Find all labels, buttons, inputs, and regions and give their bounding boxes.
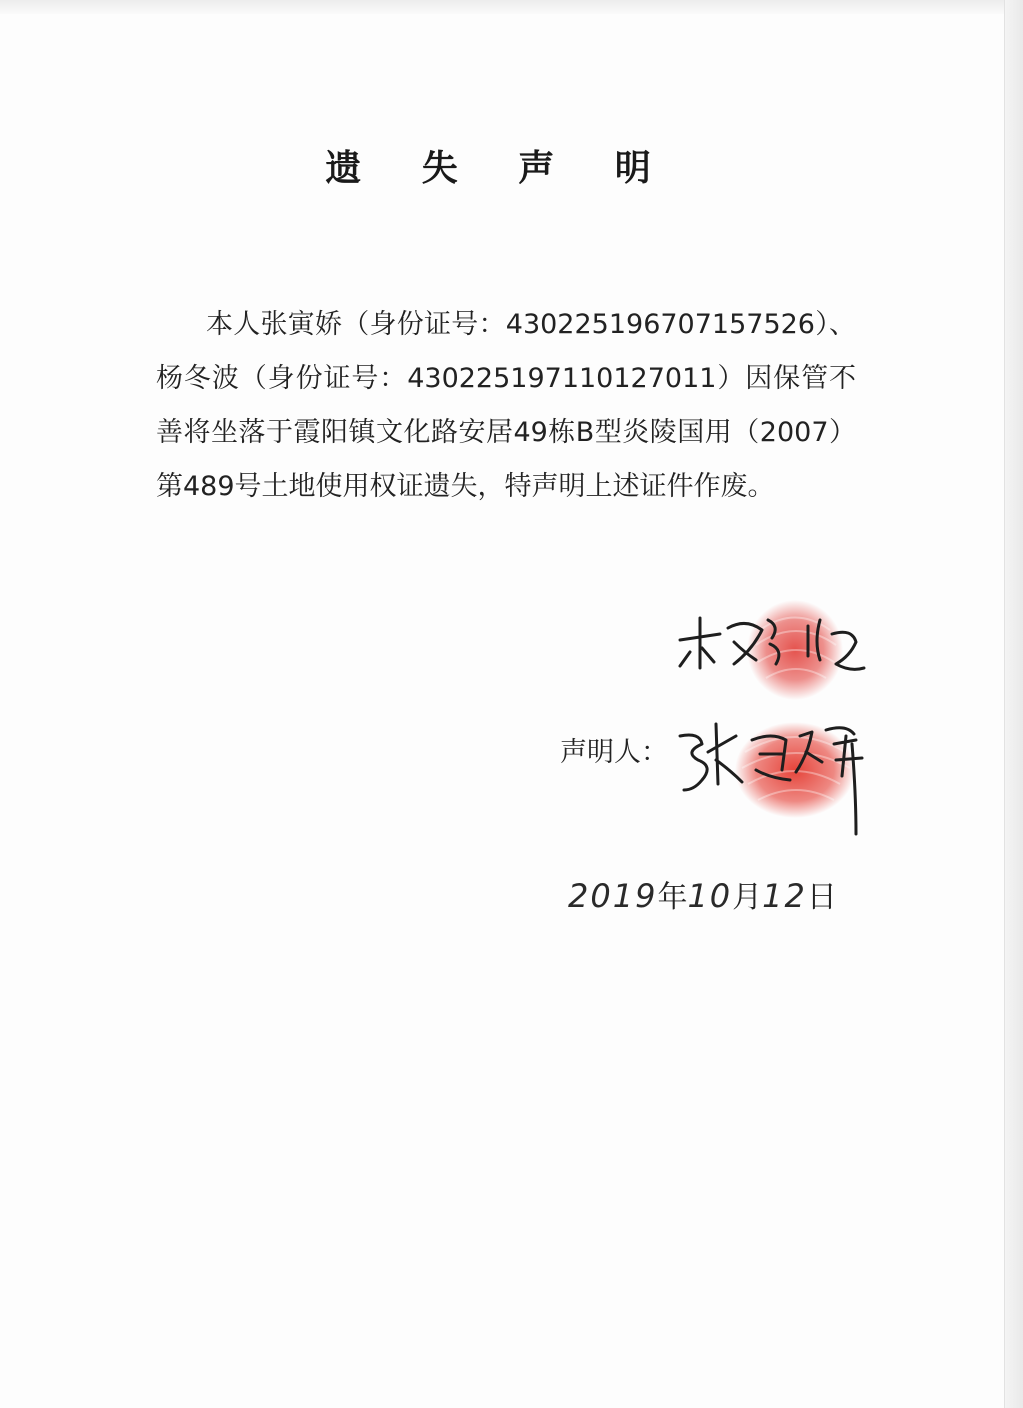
declarant-block xyxy=(560,720,900,840)
declaration-body xyxy=(156,298,856,514)
date-day-suffix: 日 xyxy=(806,880,837,915)
signature-yang-dongbo xyxy=(680,618,864,669)
scan-edge-top xyxy=(0,0,1023,14)
date-day: 12 xyxy=(762,877,807,915)
declaration-paragraph: 本人张寅娇（身份证号：430225196707157526）、杨冬波（身份证号：430225197110127011）因保管不善将坐落于霞阳镇文化路安居49栋B型炎陵国用（2007）第489号土地使用权证遗失，特声明上述证件作废。 xyxy=(156,309,856,502)
scan-edge-right xyxy=(1004,0,1023,1408)
document-title: 遗 失 声 明 xyxy=(325,148,675,189)
declarant-label: 声明人： xyxy=(560,737,668,768)
fingerprint-upper xyxy=(747,600,843,700)
date-year-suffix: 年 xyxy=(657,880,688,915)
date-month: 10 xyxy=(687,877,733,915)
signing-date xyxy=(568,872,837,916)
date-month-suffix: 月 xyxy=(732,880,763,915)
date-year: 2019 xyxy=(568,877,658,915)
